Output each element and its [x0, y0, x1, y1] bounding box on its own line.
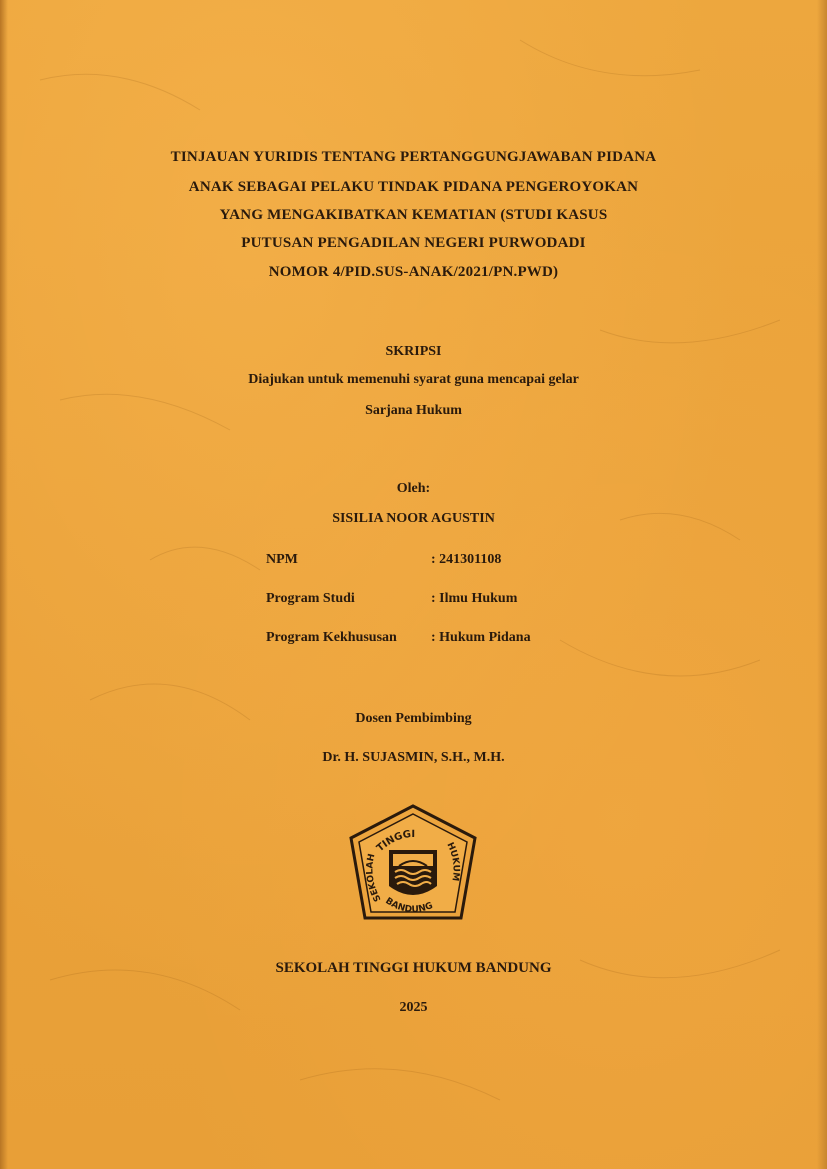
year: 2025 [399, 1000, 428, 1015]
purpose-line-1: Diajukan untuk memenuhi syarat guna mencapai gelar [248, 372, 579, 387]
title-line-5: NOMOR 4/PID.SUS-ANAK/2021/PN.PWD) [268, 264, 559, 280]
logo-text-bottom: BANDUNG [383, 896, 435, 916]
title-line-1: TINJAUAN YURIDIS TENTANG PERTANGGUNGJAWABAN PIDANA [170, 149, 657, 165]
advisor-label: Dosen Pembimbing [355, 711, 472, 726]
left-edge-shadow [0, 0, 8, 1169]
logo-text-right: HUKUM [444, 841, 461, 882]
institution-logo-icon [345, 800, 481, 930]
title-line-2: ANAK SEBAGAI PELAKU TINDAK PIDANA PENGEROYOKAN [188, 179, 639, 195]
by-label: Oleh: [396, 481, 431, 496]
npm-value: : 241301108 [431, 552, 502, 567]
document-type: SKRIPSI [385, 344, 442, 359]
program-value: : Ilmu Hukum [431, 591, 518, 606]
title-line-3: YANG MENGAKIBATKAN KEMATIAN (STUDI KASUS [219, 207, 608, 223]
institution-name: SEKOLAH TINGGI HUKUM BANDUNG [275, 960, 552, 976]
program-label: Program Studi [266, 591, 355, 606]
specialization-value: : Hukum Pidana [431, 630, 531, 645]
npm-label: NPM [266, 552, 298, 567]
author-name: SISILIA NOOR AGUSTIN [332, 511, 495, 526]
advisor-name: Dr. H. SUJASMIN, S.H., M.H. [322, 750, 505, 765]
specialization-label: Program Kekhususan [266, 630, 397, 645]
logo-text-top: TINGGI [374, 828, 416, 855]
logo-text-left: SEKOLAH [365, 852, 384, 903]
right-edge-shadow [817, 0, 827, 1169]
purpose-line-2: Sarjana Hukum [365, 403, 462, 418]
title-line-4: PUTUSAN PENGADILAN NEGERI PURWODADI [241, 235, 586, 251]
logo-shield [389, 850, 437, 895]
